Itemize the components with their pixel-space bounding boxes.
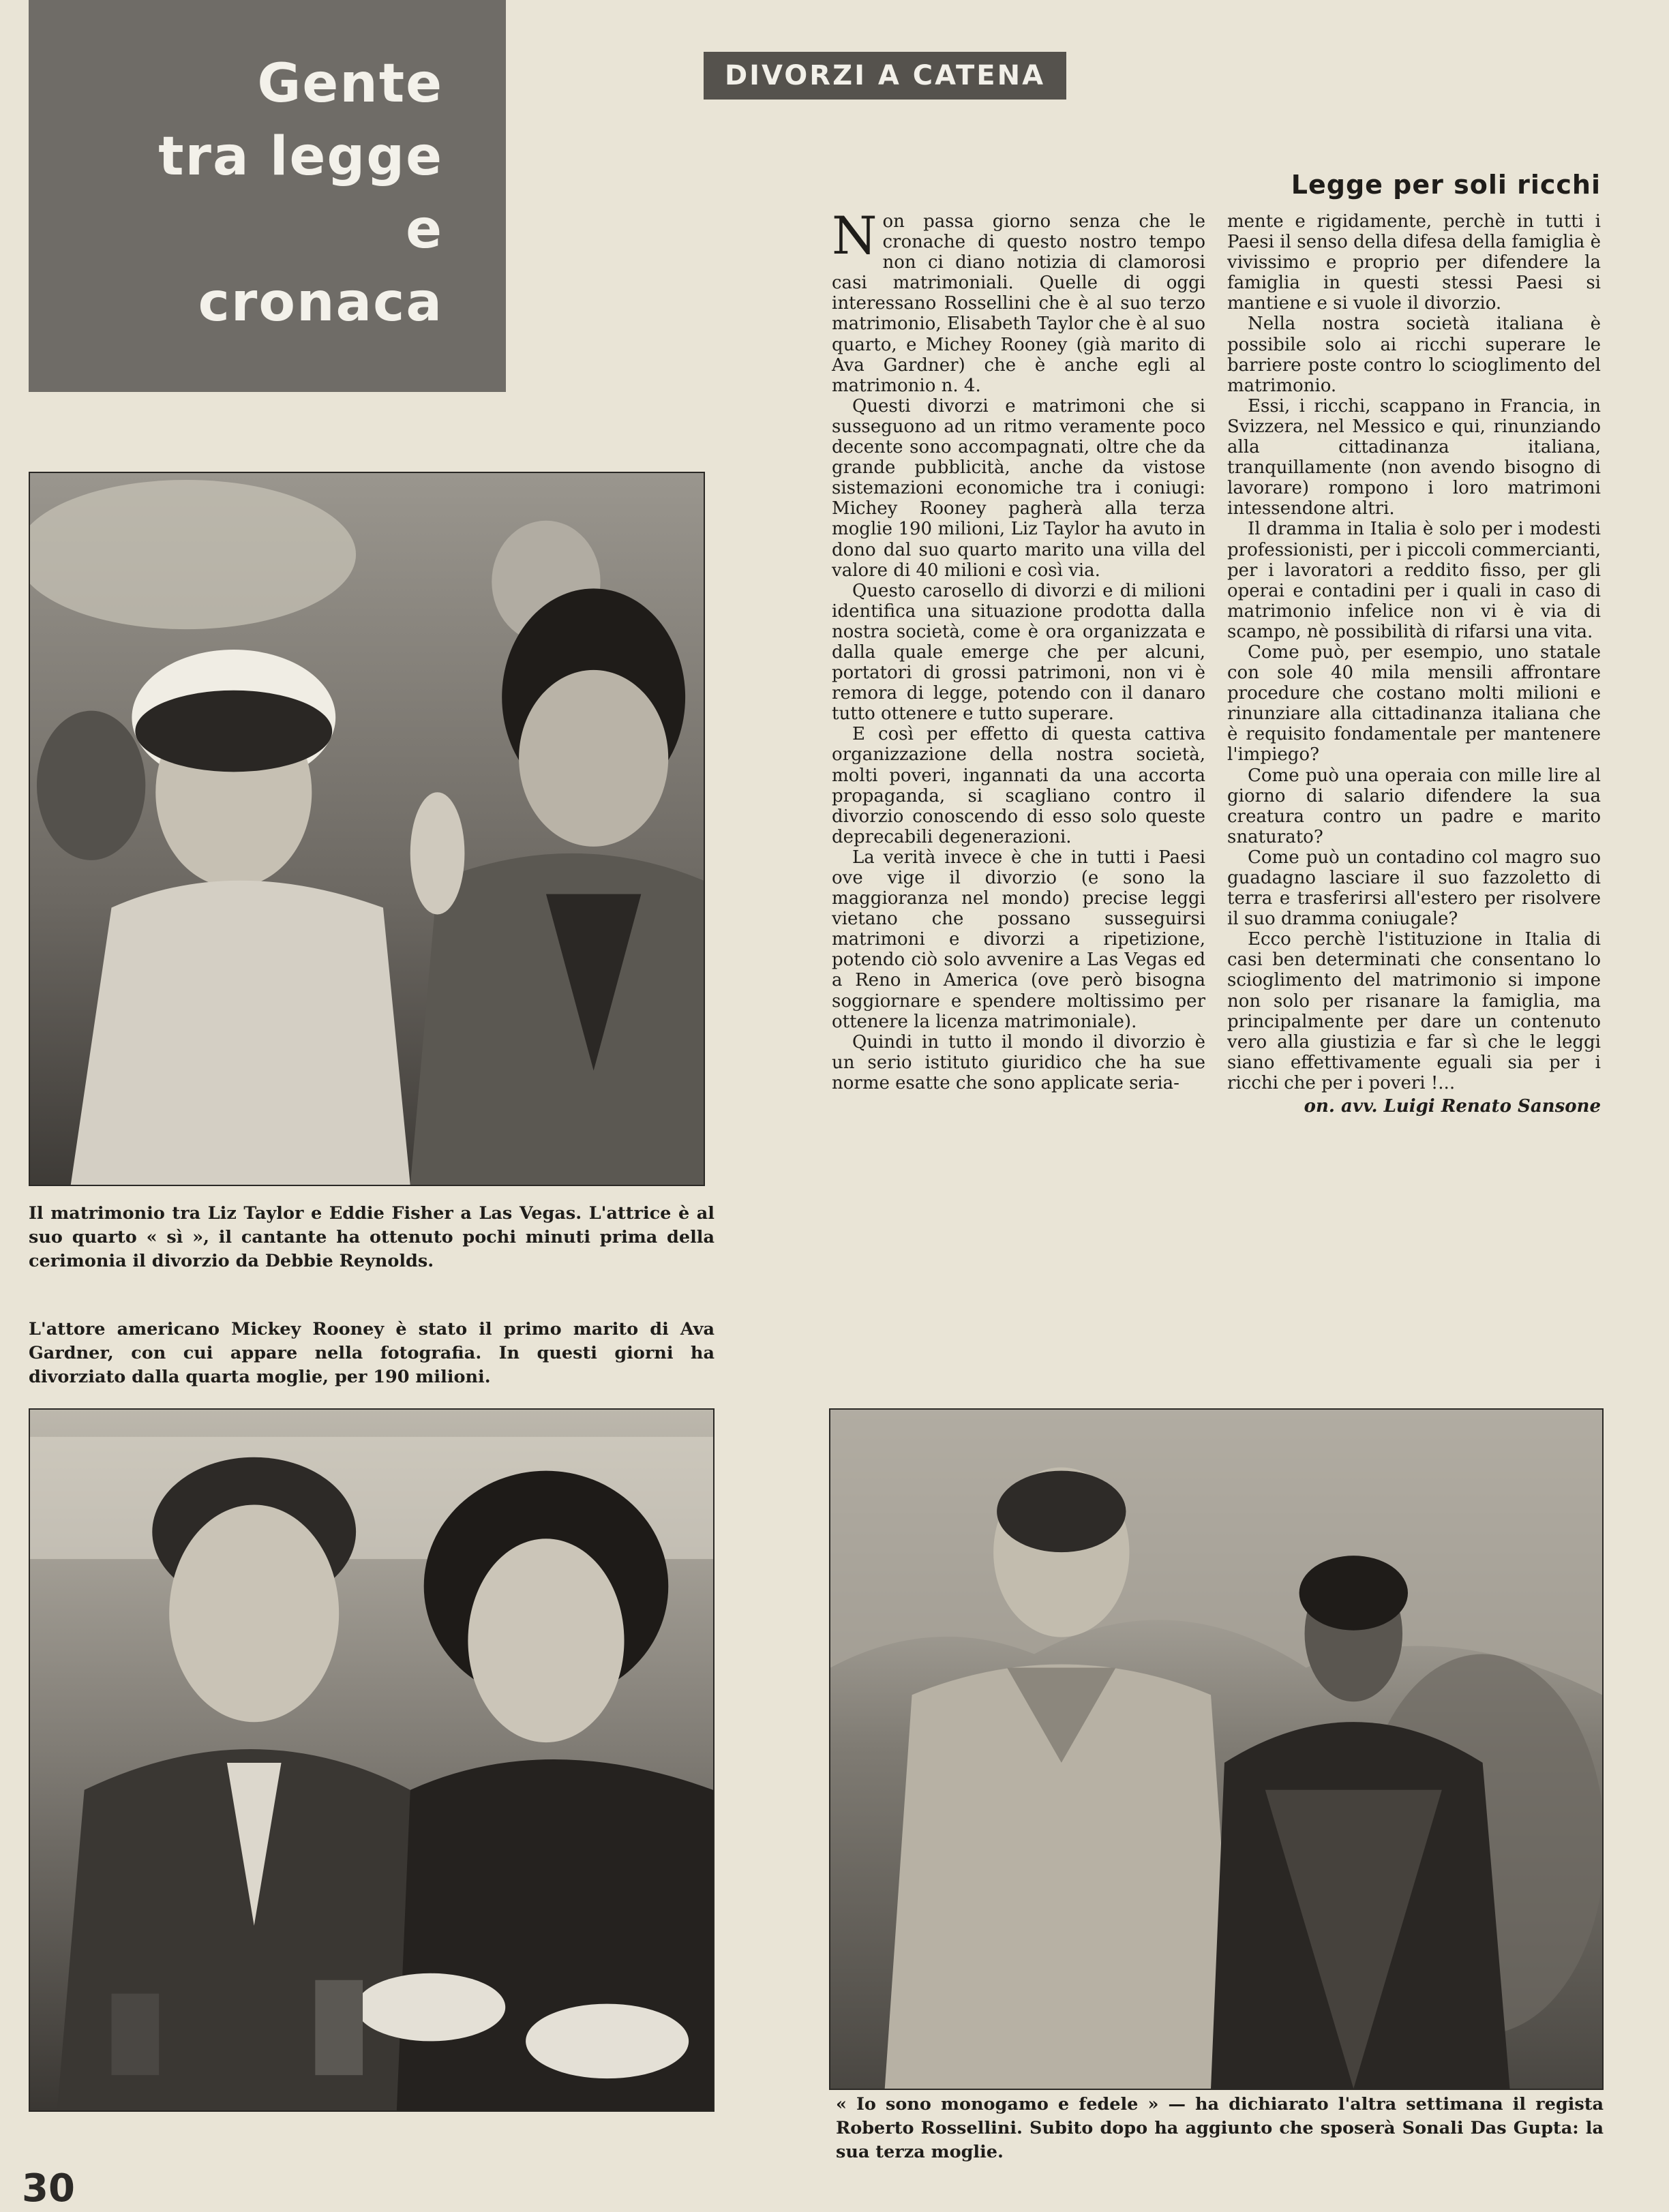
caption-taylor: Il matrimonio tra Liz Taylor e Eddie Fisher a Las Vegas. L'attrice è al suo quarto « sì », il cantante ha ottenuto pochi minuti prima della cerimonia il divorzio da Debbie Reynolds. — [29, 1203, 715, 1271]
photo-rossellini — [829, 1408, 1604, 2090]
article-column-2 — [1227, 211, 1601, 1117]
article-paragraph: Nella nostra società italiana è possibile solo ai ricchi superare le barriere poste contro lo scioglimento del matrimonio. — [1227, 314, 1601, 396]
article-paragraph: Quindi in tutto il mondo il divorzio è un serio istituto giuridico che ha sue norme esatte che sono applicate seria- — [832, 1031, 1205, 1093]
page-number: 30 — [22, 2166, 75, 2211]
title-line-3: e — [406, 199, 443, 260]
photo-rooney-gardner-image — [30, 1410, 713, 2110]
title-line-2: tra legge — [158, 126, 443, 187]
section-tag: DIVORZI A CATENA — [704, 52, 1066, 100]
photo-taylor-fisher — [29, 472, 705, 1186]
photo-taylor-fisher-image — [30, 473, 704, 1185]
title-line-1: Gente — [257, 53, 443, 115]
article-paragraph: Essi, i ricchi, scappano in Francia, in Svizzera, nel Messico e qui, rinunziando alla cittadinanza italiana, tranquillamente (non avendo bisogno di lavorare) rompono i loro matrimoni intessendone altri. — [1227, 395, 1601, 519]
article-paragraph: La verità invece è che in tutti i Paesi ove vige il divorzio (e sono la maggioranza nel mondo) precise leggi vietano che possano susseguirsi matrimoni e divorzi a ripetizione, potendo ciò solo avvenire a Las Vegas ed a Reno in America (ove però bisogna soggiornare e spendere moltissimo per ottenere la licenza matrimoniale). — [832, 847, 1205, 1032]
photo-rossellini-image — [830, 1410, 1602, 2089]
photo-rooney-gardner — [29, 1408, 715, 2112]
article-paragraph: Non passa giorno senza che le cronache di questo nostro tempo non ci diano notizia di clamorosi casi matrimoniali. Quelle di oggi interessano Rossellini che è al suo terzo matrimonio, Elisabeth Taylor che è al suo quarto, e Michey Rooney (già marito di Ava Gardner) che è anche egli al matrimonio n. 4. — [832, 205, 1205, 396]
author-signature: on. avv. Luigi Renato Sansone — [1304, 1096, 1601, 1117]
article-headline: Legge per soli ricchi — [1291, 170, 1601, 200]
article-paragraph: Questo carosello di divorzi e di milioni identifica una situazione prodotta dalla nostra società, come è ora organizzata e dalla quale emerge che per alcuni, portatori di grossi patrimoni, non vi è remora di legge, potendo con il danaro tutto ottenere e tutto superare. — [832, 580, 1205, 725]
title-block — [29, 0, 506, 392]
article-paragraph: Il dramma in Italia è solo per i modesti professionisti, per i piccoli commercianti, per i lavoratori a reddito fisso, per gli operai e contadini per i quali in caso di matrimonio infelice non vi è via di scampo, nè possibilità di rifarsi una vita. — [1227, 519, 1601, 642]
caption-rossellini: « Io sono monogamo e fedele » — ha dichiarato l'altra settimana il regista Roberto Rossellini. Subito dopo ha aggiunto che sposerà Sonali Das Gupta: la sua terza moglie. — [836, 2094, 1604, 2162]
article-paragraph: Come può un contadino col magro suo guadagno lasciare il suo fazzoletto di terra e trasferirsi all'estero per risolvere il suo dramma coniugale? — [1227, 847, 1601, 930]
article-paragraph: Come può una operaia con mille lire al giorno di salario difendere la sua creatura contro un padre e marito snaturato? — [1227, 765, 1601, 847]
article-paragraph: Questi divorzi e matrimoni che si susseguono ad un ritmo veramente poco decente sono accompagnati, oltre che da grande pubblicità, anche da vistose sistemazioni economiche tra i coniugi: Michey Rooney pagherà alla terza moglie 190 milioni, Liz Taylor ha avuto in dono dal suo quarto marito una villa del valore di 40 milioni e così via. — [832, 395, 1205, 581]
article-paragraph: Come può, per esempio, uno statale con sole 40 mila mensili affrontare procedure che costano molti milioni e rinunziare alla cittadinanza italiana che è requisito fondamentale per mantenere l'impiego? — [1227, 641, 1601, 766]
caption-rooney: L'attore americano Mickey Rooney è stato il primo marito di Ava Gardner, con cui appare nella fotografia. In questi giorni ha divorziato dalla quarta moglie, per 190 milioni. — [29, 1319, 715, 1387]
article-paragraph: mente e rigidamente, perchè in tutti i Paesi il senso della difesa della famiglia è vivissimo e proprio per difendere la famiglia in questi stessi Paesi si mantiene e si vuole il divorzio. — [1227, 211, 1601, 314]
article-paragraph: Ecco perchè l'istituzione in Italia di casi ben determinati che consentano lo scioglimento del matrimonio si impone non solo per risanare la famiglia, ma principalmente per dare un contenuto vero alla giustizia e far sì che le leggi siano effettivamente eguali sia per i ricchi che per i poveri !... — [1227, 929, 1601, 1093]
article-column-1 — [832, 205, 1205, 1093]
article-paragraph: E così per effetto di questa cattiva organizzazione della nostra società, molti poveri, ingannati da una accorta propaganda, si scagliano contro il divorzio conoscendo di esso solo queste deprecabili degenerazioni. — [832, 724, 1205, 847]
title-line-4: cronaca — [198, 272, 443, 333]
drop-cap: N — [832, 205, 877, 266]
